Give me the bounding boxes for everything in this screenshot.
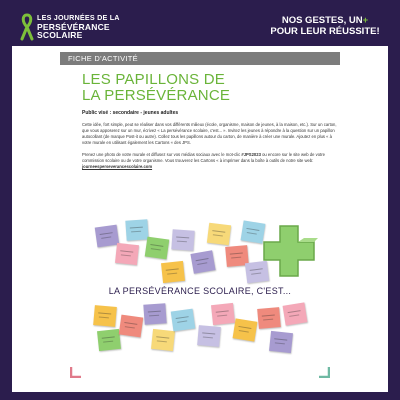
- section-label-bar: [60, 52, 340, 65]
- sharing-instructions: [82, 152, 342, 170]
- green-cross-carton-icon: [260, 222, 318, 280]
- tagline-plus-sign: +: [362, 15, 369, 26]
- sticky-note: [125, 219, 148, 240]
- sticky-note: [269, 331, 293, 353]
- title-line-2: LA PERSÉVÉRANCE: [82, 87, 231, 104]
- sticky-note: [190, 250, 215, 274]
- sticky-note: [257, 307, 281, 329]
- title-line-1: LES PAPILLONS DE: [82, 71, 225, 88]
- sticky-note: [145, 237, 170, 260]
- header-banner: [12, 8, 388, 46]
- activity-title: [82, 72, 230, 104]
- sticky-note: [143, 303, 166, 324]
- sticky-note: [97, 329, 121, 351]
- sticky-note: [197, 325, 221, 347]
- sticky-note: [151, 329, 175, 351]
- sharing-text-start: Prenez une photo de votre murale et diffusez sur vos médias sociaux avec le mot-clic: [82, 152, 242, 157]
- sticky-note: [115, 243, 139, 265]
- sticky-note: [93, 305, 117, 327]
- corner-bracket-icon: [70, 366, 82, 378]
- logo-line-2: PERSÉVÉRANCE: [37, 21, 110, 32]
- awareness-ribbon-icon: [20, 13, 34, 41]
- tagline-line-1: NOS GESTES, UN: [281, 15, 363, 26]
- sticky-note: [233, 318, 258, 341]
- hashtag: #JPS2023: [241, 152, 261, 157]
- sticky-note: [171, 229, 194, 250]
- event-logo-text: [37, 14, 120, 40]
- corner-bracket-icon: [318, 366, 330, 378]
- sticky-note: [95, 225, 120, 248]
- sticky-note: [211, 303, 235, 325]
- sticky-note: [171, 309, 196, 332]
- website-link[interactable]: journeesperseverancescolaire.com: [82, 164, 153, 169]
- activity-description: Cette idée, fort simple, peut se réaliser dans vos différents milieux (école, organisme, maison de jeunes, à la maison, etc.). Sur un carton, que vous apposerez sur un mur, écrivez « La persévérance scolaire, c'est... ». Invitez les jeunes à répondre à la question sur un papillon autocollant (de marque Post-it ou autre). Collez tous les papillons autour du carton, de manière à créer une murale. Ajoutez en plus « à votre murale en utilisant également les Cartons « des JPS.: [82, 122, 337, 145]
- sticky-note: [161, 261, 185, 283]
- campaign-tagline: [270, 15, 380, 37]
- target-audience: Public visé : secondaire - jeunes adultes: [82, 110, 179, 116]
- activity-sheet-page: [12, 8, 388, 392]
- fiche-label: FICHE D'ACTIVITÉ: [68, 54, 138, 63]
- mural-slogan: LA PERSÉVÉRANCE SCOLAIRE, C'EST...: [108, 286, 292, 296]
- sharing-text-middle: ou encore sur le site web de votre commission scolaire ou de votre organisme. Vous trouverez les Cartons « à imprimer dans la boîte à outils de notre site web:: [82, 152, 325, 163]
- sticky-note: [119, 315, 144, 338]
- tagline-line-2: POUR LEUR RÉUSSITE!: [270, 26, 380, 37]
- sticky-note: [283, 302, 308, 325]
- sticky-note: [207, 223, 231, 246]
- logo-line-1: LES JOURNÉES DE LA: [37, 13, 120, 22]
- logo-line-3: SCOLAIRE: [37, 30, 83, 40]
